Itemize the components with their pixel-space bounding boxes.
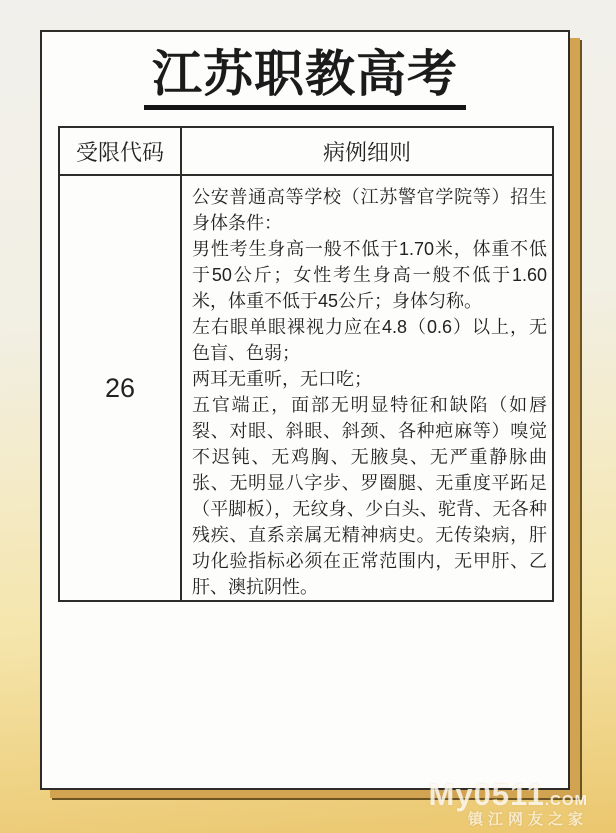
- detail-paragraph: 公安普通高等学校（江苏警官学院等）招生身体条件：: [192, 187, 547, 233]
- document-card: [40, 30, 570, 790]
- header-cell-code: 受限代码: [60, 128, 182, 174]
- detail-paragraph: 两耳无重听，无口吃；: [192, 369, 372, 389]
- page-title: 江苏职教高考: [144, 46, 466, 110]
- restriction-table: [58, 126, 554, 602]
- detail-paragraph: 左右眼单眼裸视力应在4.8（0.6）以上，无色盲、色弱；: [192, 317, 547, 363]
- watermark-caption: 镇江网友之家: [467, 811, 588, 828]
- watermark: [429, 779, 589, 827]
- restriction-code-cell: 26: [60, 176, 182, 600]
- watermark-brand: My0511: [428, 777, 545, 812]
- table-row: [60, 176, 552, 600]
- table-header-row: [60, 128, 552, 176]
- detail-cell: [182, 176, 552, 600]
- title-container: [42, 46, 568, 110]
- watermark-suffix: .COM: [544, 792, 588, 809]
- header-cell-detail: 病例细则: [322, 139, 411, 165]
- detail-paragraph: 男性考生身高一般不低于1.70米，体重不低于50公斤；女性考生身高一般不低于1.60米，体重不低于45公斤；身体匀称。: [192, 239, 547, 311]
- detail-paragraph: 五官端正，面部无明显特征和缺陷（如唇裂、对眼、斜眼、斜颈、各种疤麻等）嗅觉不迟钝、无鸡胸、无腋臭、无严重静脉曲张、无明显八字步、罗圈腿、无重度平跖足（平脚板），无纹身、少白头、驼背、无各种残疾、直系亲属无精神病史。无传染病，肝功化验指标必须在正常范围内，无甲肝、乙肝、澳抗阴性。: [192, 395, 547, 597]
- watermark-logo: [429, 779, 589, 810]
